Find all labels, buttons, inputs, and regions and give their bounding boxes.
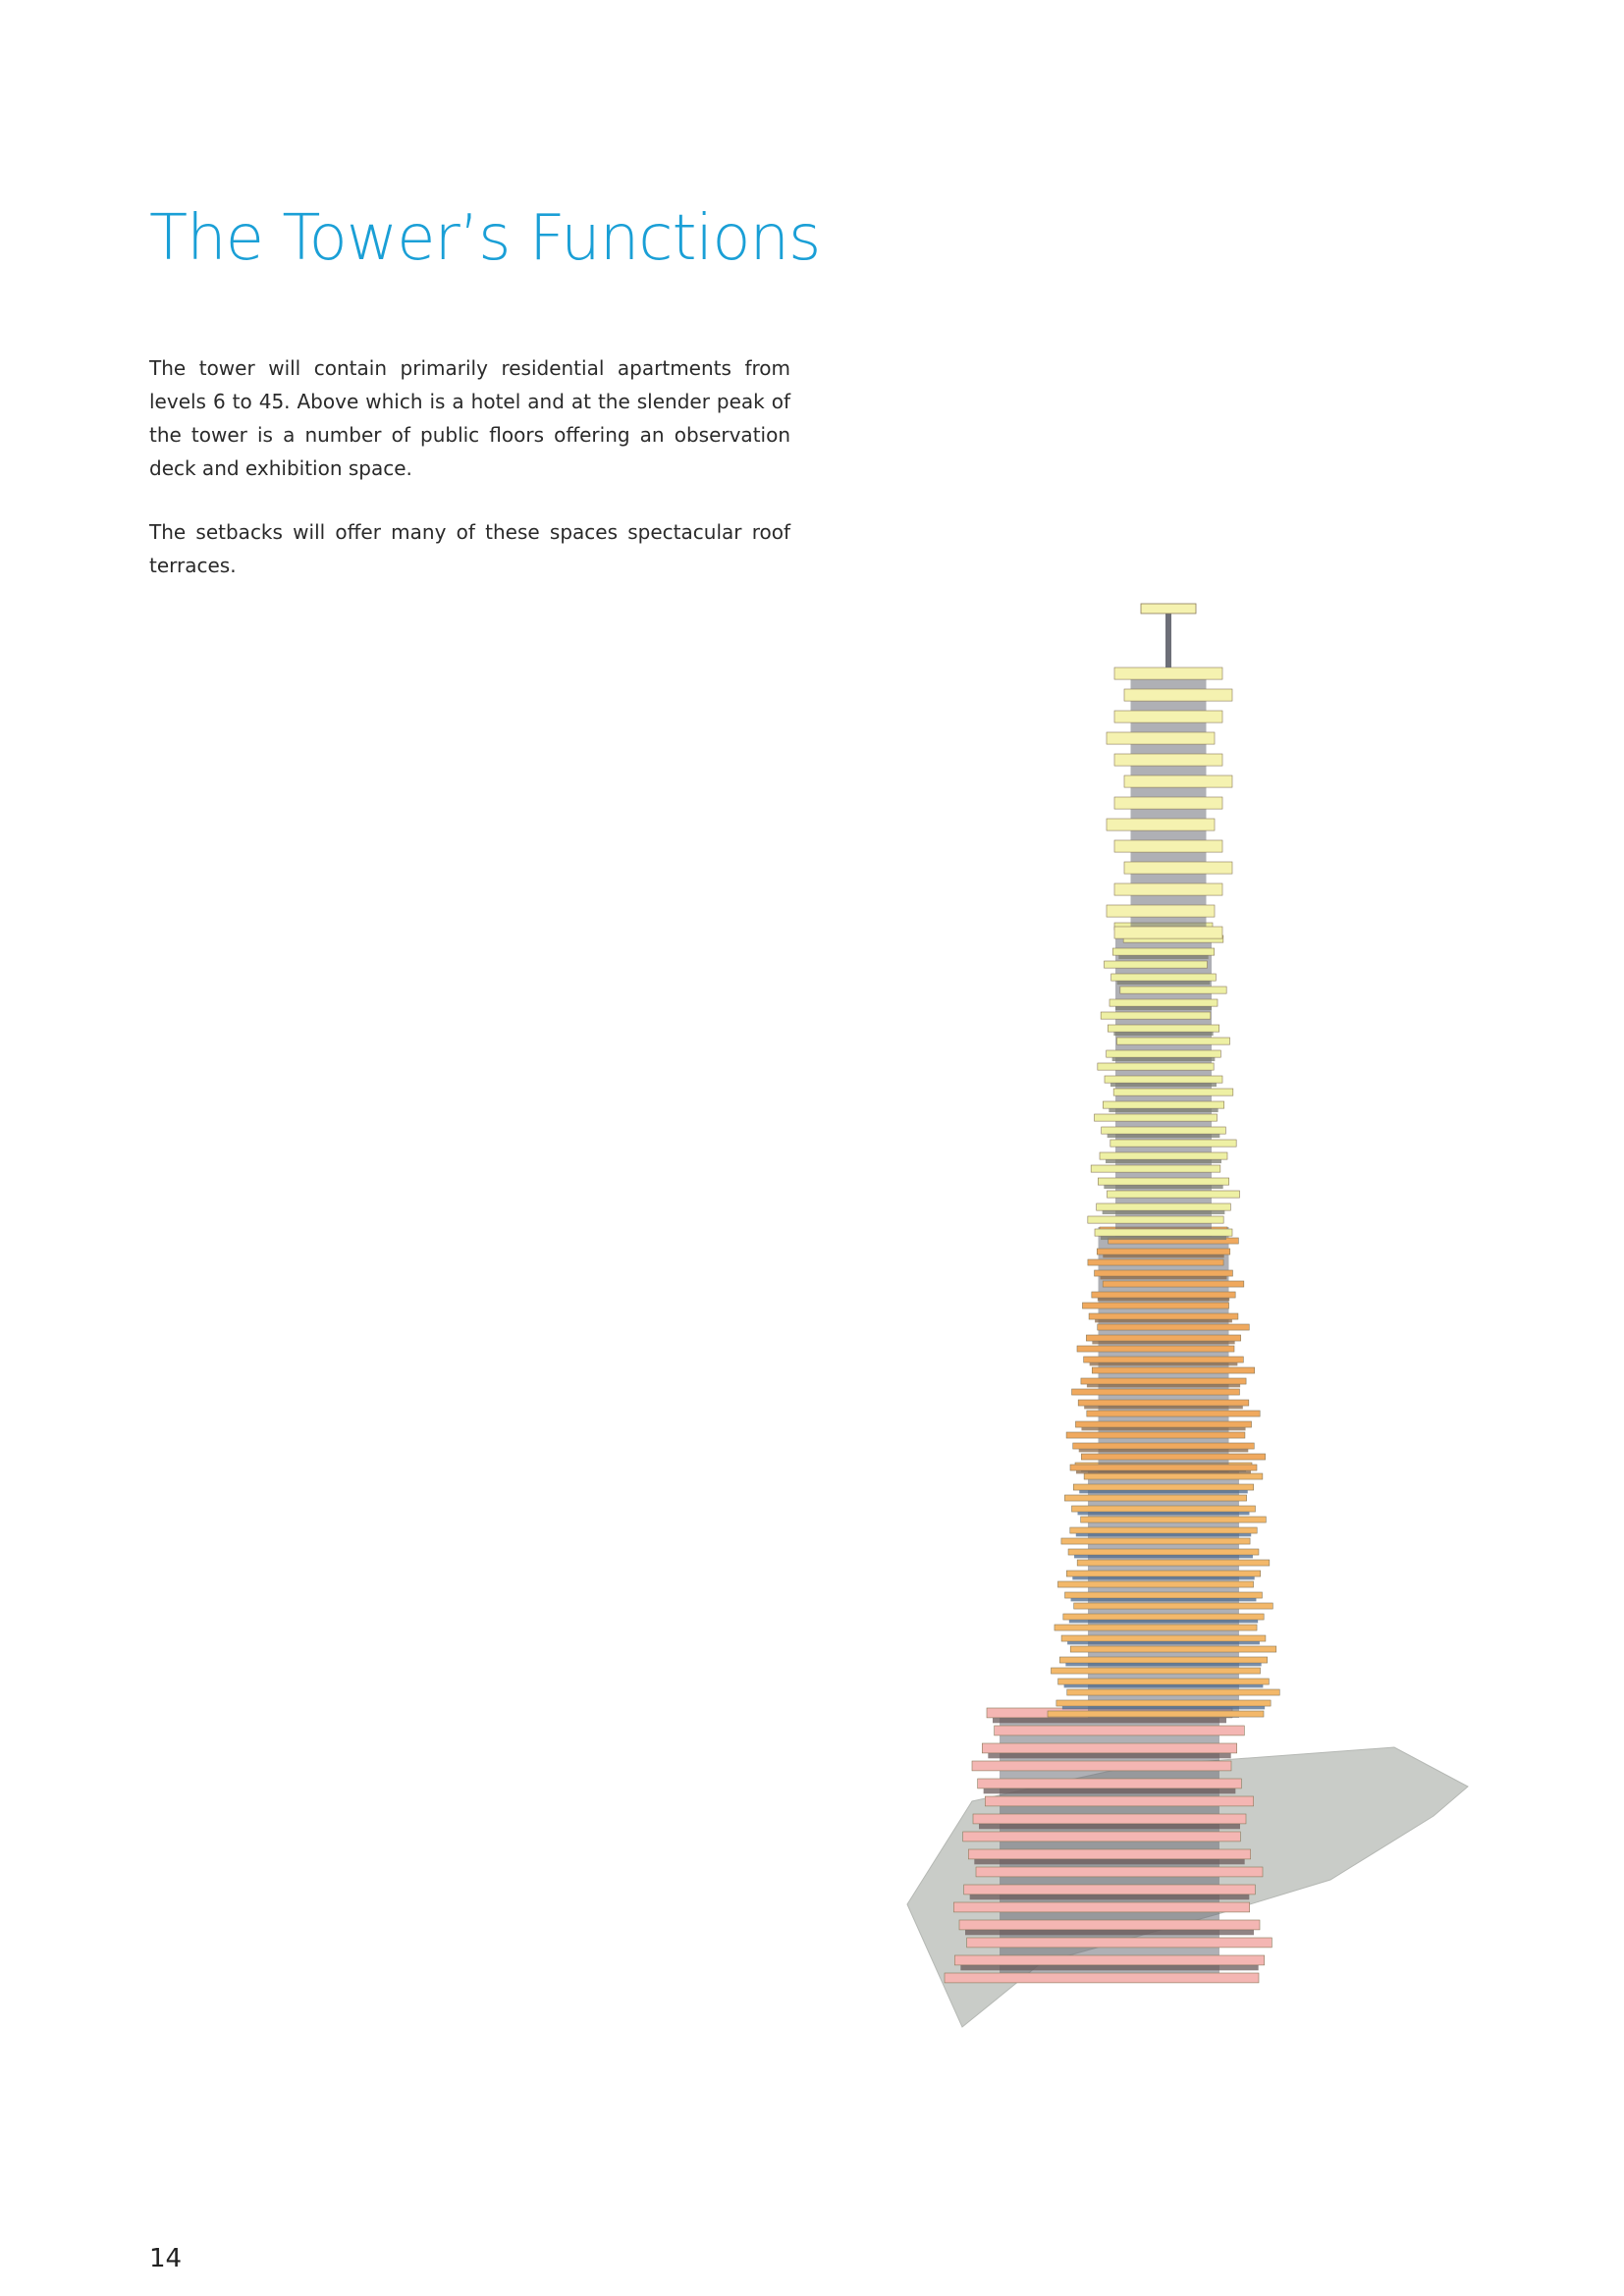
residential-lower-slab: [1055, 1625, 1257, 1630]
upper-slab: [1101, 1012, 1211, 1019]
hotel-slab: [1077, 1346, 1234, 1352]
hotel-slab: [1084, 1357, 1244, 1362]
page-title: The Tower’s Functions: [149, 202, 821, 275]
upper-slab: [1105, 1076, 1222, 1083]
podium-slab: [964, 1885, 1256, 1895]
upper-slab: [1095, 1114, 1218, 1121]
peak-slab: [1114, 840, 1222, 852]
residential-lower-band: [1074, 1555, 1253, 1558]
upper-band: [1108, 1134, 1220, 1138]
podium-band: [979, 1824, 1240, 1829]
hotel-band: [1095, 1319, 1232, 1322]
hotel-slab: [1066, 1432, 1245, 1438]
residential-lower-slab: [1070, 1646, 1276, 1652]
peak-slab: [1114, 797, 1222, 809]
hotel-band: [1092, 1341, 1234, 1344]
residential-lower-slab: [1068, 1549, 1259, 1555]
podium-slab: [968, 1849, 1250, 1859]
residential-lower-slab: [1065, 1592, 1263, 1598]
upper-slab: [1113, 1089, 1233, 1095]
peak-slab: [1107, 819, 1215, 830]
residential-lower-slab: [1081, 1517, 1267, 1522]
residential-lower-slab: [1058, 1679, 1270, 1684]
upper-slab: [1091, 1165, 1220, 1172]
peak-slab: [1107, 905, 1215, 917]
hotel-slab: [1087, 1411, 1260, 1416]
residential-lower-slab: [1061, 1635, 1266, 1641]
residential-lower-band: [1071, 1598, 1257, 1601]
peak-slab: [1114, 754, 1222, 766]
peak-slab: [1107, 732, 1215, 744]
hotel-slab: [1075, 1421, 1251, 1427]
upper-slab: [1110, 999, 1218, 1006]
hotel-slab: [1092, 1292, 1235, 1298]
hotel-slab: [1081, 1378, 1246, 1384]
hotel-band: [1087, 1384, 1240, 1387]
hotel-slab: [1088, 1259, 1223, 1265]
hotel-slab: [1073, 1443, 1255, 1449]
residential-lower-slab: [1063, 1614, 1264, 1620]
upper-slab: [1102, 1127, 1226, 1134]
podium-slab: [954, 1955, 1264, 1965]
hotel-band: [1103, 1255, 1223, 1257]
podium-slab: [995, 1726, 1245, 1735]
upper-band: [1110, 1083, 1217, 1087]
residential-lower-band: [1078, 1512, 1250, 1515]
residential-lower-slab: [1048, 1711, 1264, 1717]
mast-cap: [1141, 604, 1196, 614]
upper-band: [1113, 1032, 1213, 1036]
upper-slab: [1110, 1140, 1236, 1147]
upper-slab: [1100, 1152, 1227, 1159]
residential-lower-slab: [1059, 1657, 1267, 1663]
upper-band: [1101, 1236, 1226, 1240]
hotel-slab: [1089, 1313, 1238, 1319]
upper-slab: [1095, 1229, 1232, 1236]
residential-lower-slab: [1061, 1538, 1250, 1544]
hotel-slab: [1095, 1270, 1233, 1276]
residential-lower-band: [1067, 1641, 1260, 1644]
residential-lower-slab: [1084, 1473, 1263, 1479]
hotel-slab: [1070, 1465, 1257, 1470]
podium-slab: [945, 1973, 1259, 1983]
residential-lower-slab: [1073, 1484, 1253, 1490]
hotel-band: [1079, 1449, 1249, 1452]
upper-slab: [1107, 1050, 1221, 1057]
setbacks-paragraph: The setbacks will offer many of these spaces spectacular roof terraces.: [149, 520, 790, 577]
upper-band: [1103, 1210, 1225, 1214]
residential-lower-slab: [1057, 1581, 1253, 1587]
residential-lower-slab: [1077, 1560, 1270, 1566]
upper-band: [1104, 1185, 1222, 1189]
page-number: 14: [149, 2244, 183, 2273]
upper-slab: [1098, 1063, 1214, 1070]
upper-band: [1109, 1108, 1218, 1112]
hotel-slab: [1078, 1400, 1249, 1406]
peak-slab: [1124, 775, 1232, 787]
upper-slab: [1098, 1178, 1228, 1185]
residential-lower-slab: [1051, 1668, 1260, 1674]
upper-slab: [1088, 1216, 1223, 1223]
hotel-slab: [1103, 1281, 1244, 1287]
hotel-band: [1076, 1470, 1251, 1473]
hotel-slab: [1072, 1389, 1240, 1395]
upper-slab: [1111, 974, 1217, 981]
residential-lower-band: [1072, 1576, 1254, 1579]
hotel-band: [1081, 1427, 1245, 1430]
upper-slab: [1108, 1191, 1240, 1198]
podium-band: [988, 1753, 1230, 1758]
residential-lower-slab: [1056, 1700, 1271, 1706]
peak-slab: [1124, 862, 1232, 874]
residential-lower-band: [1064, 1684, 1264, 1687]
upper-band: [1112, 1057, 1216, 1061]
podium-band: [960, 1965, 1258, 1970]
residential-lower-band: [1069, 1620, 1258, 1623]
residential-lower-band: [1079, 1490, 1247, 1493]
hotel-slab: [1086, 1335, 1240, 1341]
peak-slab: [1124, 689, 1232, 701]
upper-slab: [1108, 1025, 1218, 1032]
peak-slab: [1114, 927, 1222, 938]
residential-lower-slab: [1064, 1495, 1246, 1501]
peak-slab: [1114, 711, 1222, 722]
podium-band: [974, 1859, 1244, 1864]
residential-lower-slab: [1070, 1527, 1257, 1533]
podium-band: [993, 1718, 1226, 1723]
podium-slab: [985, 1796, 1253, 1806]
hotel-slab: [1098, 1324, 1250, 1330]
upper-slab: [1112, 948, 1214, 955]
peak-slab: [1114, 667, 1222, 679]
podium-band: [970, 1895, 1250, 1899]
podium-slab: [967, 1938, 1272, 1948]
residential-lower-slab: [1067, 1689, 1280, 1695]
hotel-band: [1098, 1298, 1229, 1301]
podium-slab: [973, 1814, 1246, 1824]
hotel-slab: [1081, 1454, 1265, 1460]
podium-slab: [959, 1920, 1260, 1930]
mast: [1165, 609, 1171, 667]
tower-illustration: [884, 599, 1492, 2130]
podium-band: [984, 1789, 1236, 1793]
hotel-band: [1084, 1406, 1243, 1409]
upper-slab: [1105, 961, 1208, 968]
podium-slab: [982, 1743, 1236, 1753]
residential-lower-slab: [1074, 1603, 1273, 1609]
upper-band: [1115, 1006, 1212, 1010]
podium-slab: [953, 1902, 1249, 1912]
residential-lower-band: [1076, 1533, 1251, 1536]
upper-band: [1118, 955, 1208, 959]
residential-lower-slab: [1066, 1571, 1260, 1576]
upper-band: [1106, 1159, 1221, 1163]
podium-slab: [963, 1832, 1241, 1842]
upper-slab: [1097, 1203, 1231, 1210]
hotel-slab: [1092, 1367, 1254, 1373]
upper-slab: [1120, 987, 1226, 993]
hotel-slab: [1082, 1303, 1228, 1308]
intro-paragraph: The tower will contain primarily residential apartments from levels 6 to 45. Above which is a hotel and at the slender peak of the tower is a number of public floors offering an observation deck and exhibition space.: [149, 356, 790, 480]
upper-slab: [1103, 1101, 1223, 1108]
hotel-band: [1101, 1276, 1227, 1279]
podium-slab: [972, 1761, 1231, 1771]
residential-lower-slab: [1072, 1506, 1256, 1512]
upper-slab: [1117, 1038, 1230, 1044]
hotel-slab: [1097, 1249, 1229, 1255]
upper-band: [1117, 981, 1211, 985]
podium-slab: [978, 1779, 1242, 1789]
residential-lower-band: [1065, 1663, 1261, 1666]
peak-slab: [1114, 883, 1222, 895]
residential-lower-band: [1062, 1706, 1265, 1709]
hotel-band: [1090, 1362, 1238, 1365]
podium-band: [965, 1930, 1254, 1935]
podium-slab: [976, 1867, 1263, 1877]
